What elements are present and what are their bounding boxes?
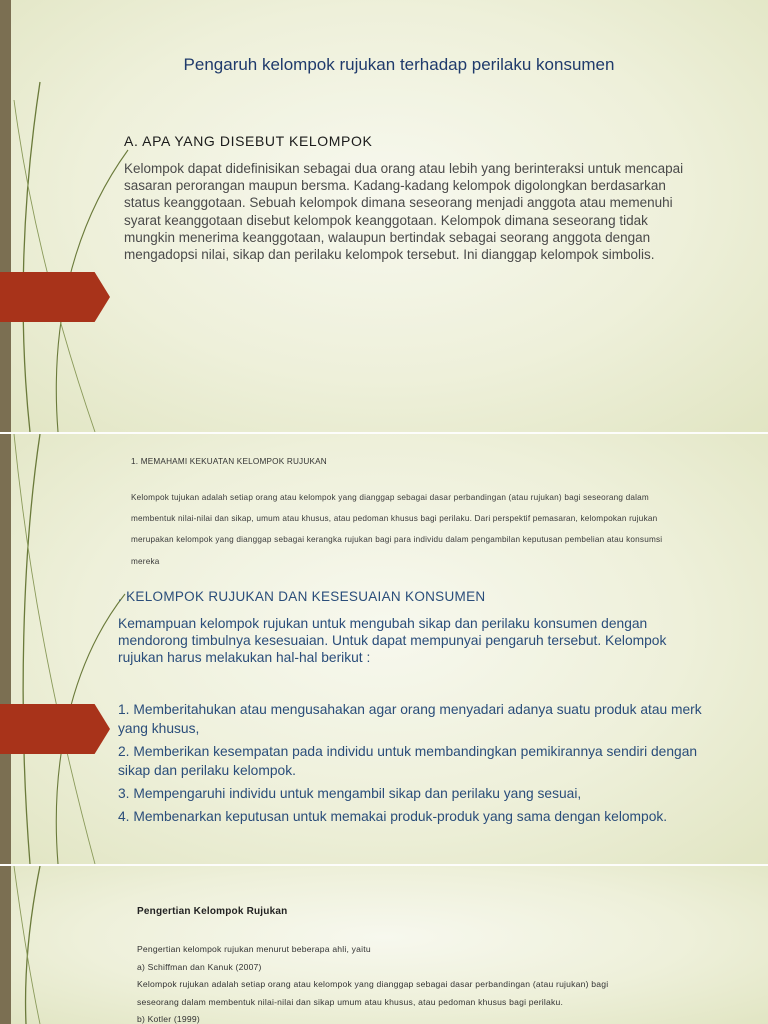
subsection-body: Kelompok tujukan adalah setiap orang atau kelompok yang dianggap sebagai dasar perbandingan (atau rujukan) bagi seseorang dalam membentuk nilai-nilai dan sikap, umum atau khusus, atau pedoman khusus bagi perilaku. Dari perspektif pemasaran, kelompokan rujukan merupakan kelompok yang dianggap sebagai kerangka rujukan bagi para individu dalam pengambilan keputusan pembelian atau konsumsi mereka <box>131 493 663 566</box>
text-line: seseorang dalam membentuk nilai-nilai dan sikap umum atau khusus, atau pedoman khusus bagi perilaku. <box>137 996 564 1007</box>
section-heading: . KELOMPOK RUJUKAN DAN KESESUAIAN KONSUMEN <box>118 589 486 604</box>
section-body: Kemampuan kelompok rujukan untuk mengubah sikap dan perilaku konsumen dengan mendorong timbulnya kesesuaian. Untuk dapat mempunyai pengaruh tersebut. Kelompok rujukan harus melakukan hal-hal berikut : <box>118 616 667 665</box>
subsection-heading: 1. MEMAHAMI KEKUATAN KELOMPOK RUJUKAN <box>131 457 327 466</box>
arrow-marker <box>0 272 110 322</box>
slide-1 <box>0 0 768 432</box>
slide-title: Pengaruh kelompok rujukan terhadap perilaku konsumen <box>183 55 615 74</box>
list-item: 3. Mempengaruhi individu untuk mengambil sikap dan perilaku yang sesuai, <box>118 786 582 801</box>
sidebar-bar <box>0 434 11 864</box>
text-line: Pengertian kelompok rujukan menurut beberapa ahli, yaitu <box>137 944 371 954</box>
list-item: 2. Memberikan kesempatan pada individu untuk membandingkan pemikirannya sendiri dengan sikap dan perilaku kelompok. <box>118 744 698 778</box>
text-line: b) Kotler (1999) <box>137 1014 200 1024</box>
slide-3 <box>0 866 768 1024</box>
text-line: Kelompok rujukan adalah setiap orang atau kelompok yang dianggap sebagai dasar perbandingan (atau rujukan) bagi <box>137 979 609 989</box>
sidebar-bar <box>0 866 11 1024</box>
section-body <box>137 941 697 1024</box>
arrow-marker <box>0 704 110 754</box>
list-item: 1. Memberitahukan atau mengusahakan agar orang menyadari adanya suatu produk atau merk yang khusus, <box>118 702 702 736</box>
list-item: 4. Membenarkan keputusan untuk memakai produk-produk yang sama dengan kelompok. <box>118 809 668 824</box>
text-line: a) Schiffman dan Kanuk (2007) <box>137 961 262 972</box>
requirements-list <box>118 700 708 826</box>
slide-2 <box>0 434 768 864</box>
section-heading: Pengertian Kelompok Rujukan <box>137 906 288 917</box>
section-body: Kelompok dapat didefinisikan sebagai dua orang atau lebih yang berinteraksi untuk mencapai sasaran perorangan maupun bersma. Kadang-kadang kelompok digolongkan berdasarkan status keanggotaan. Sebuah kelompok dimana seseorang menjadi anggota atau memenuhi syarat keanggotaan disebut kelompok keanggotaan. Kelompok dimana seseorang tidak mungkin menerima keanggotaan, walaupun bertindak sebagai seorang anggota dengan mengadopsi nilai, sikap dan perilaku kelompok tersebut. Ini dianggap kelompok simbolis. <box>124 161 684 263</box>
section-heading: A. APA YANG DISEBUT KELOMPOK <box>124 133 373 149</box>
decorative-lines <box>0 866 140 1024</box>
